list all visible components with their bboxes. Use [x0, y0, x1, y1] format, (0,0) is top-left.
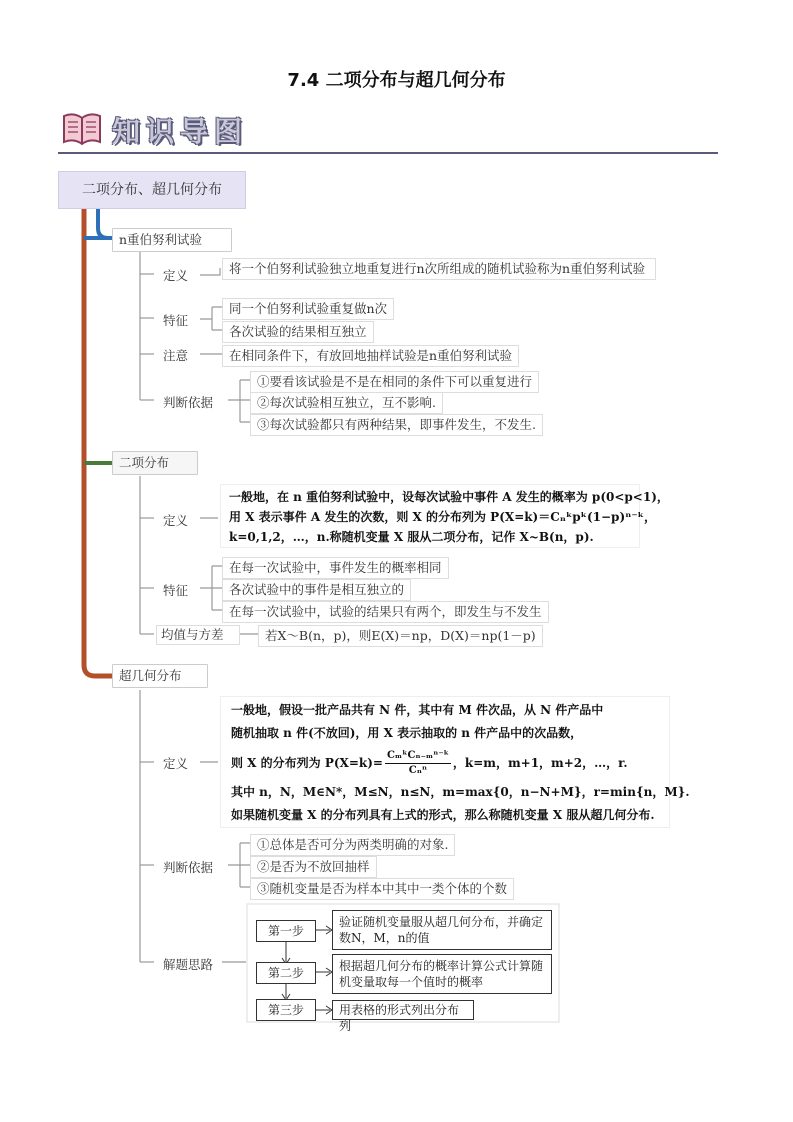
section2-feat-item-1: 在每一次试验中，事件发生的概率相同: [222, 557, 449, 579]
section1-feat-label: 特征: [163, 313, 189, 328]
section3-def-line-4: 如果随机变量 X 的分布列具有上式的形式，那么称随机变量 X 服从超几何分布.: [231, 808, 655, 822]
step-1-desc: 验证随机变量服从超几何分布，并确定数N，M，n的值: [332, 910, 552, 950]
banner-title: 知识导图: [112, 115, 249, 148]
section3-judge-item-2: ②是否为不放回抽样: [250, 856, 377, 878]
section1-judge-item-2: ②每次试验相互独立，互不影响.: [250, 392, 443, 414]
section2-feat-label: 特征: [163, 583, 189, 598]
step-2-desc: 根据超几何分布的概率计算公式计算随机变量取每一个值时的概率: [332, 954, 552, 994]
section3-node: 超几何分布: [112, 664, 208, 688]
section3-def-label: 定义: [163, 756, 189, 771]
section1-def-label: 定义: [163, 268, 189, 283]
section3-formula-suffix: ，k=m，m+1，m+2，…，r.: [452, 755, 628, 770]
section2-def-line-2: 用 X 表示事件 A 发生的次数，则 X 的分布列为 P(X=k)＝Cₙᵏpᵏ(1−p)ⁿ⁻ᵏ，: [229, 510, 656, 524]
step-1-box: 第一步: [256, 920, 316, 942]
section3-formula-fraction: [385, 749, 451, 778]
section3-judge-label: 判断依据: [163, 860, 214, 875]
section3-formula-prefix: 则 X 的分布列为 P(X=k)=: [231, 755, 383, 770]
page-title: 7.4 二项分布与超几何分布: [287, 70, 506, 91]
section1-judge-item-3: ③每次试验都只有两种结果，即事件发生，不发生.: [250, 414, 543, 436]
section3-judge-item-1: ①总体是否可分为两类明确的对象.: [250, 834, 455, 856]
section3-formula-numerator: CₘᵏCₙ₋ₘⁿ⁻ᵏ: [385, 749, 451, 764]
section1-node: n重伯努利试验: [112, 228, 232, 252]
section1-note-label: 注意: [163, 348, 189, 363]
section1-feat-item-1: 同一个伯努利试验重复做n次: [222, 298, 394, 320]
section3-def-line-2: 随机抽取 n 件(不放回)，用 X 表示抽取的 n 件产品中的次品数，: [231, 726, 583, 740]
section2-def-box: [220, 484, 669, 548]
section2-def-label: 定义: [163, 513, 189, 528]
section3-judge-item-3: ③随机变量是否为样本中其中一类个体的个数: [250, 878, 514, 900]
section1-def-text: 将一个伯努利试验独立地重复进行n次所组成的随机试验称为n重伯努利试验: [222, 258, 656, 280]
section2-def-line-3: k=0,1,2，…，n.称随机变量 X 服从二项分布，记作 X~B(n，p).: [229, 530, 594, 544]
section1-judge-label: 判断依据: [163, 395, 214, 410]
section2-mean-label: 均值与方差: [156, 625, 240, 645]
step-2-box: 第二步: [256, 962, 316, 984]
section1-note-text: 在相同条件下，有放回地抽样试验是n重伯努利试验: [222, 345, 519, 367]
section3-solve-label: 解题思路: [163, 957, 214, 972]
section1-judge-item-1: ①要看该试验是不是在相同的条件下可以重复进行: [250, 371, 539, 393]
step-3-box: 第三步: [256, 999, 316, 1021]
step-3-desc: 用表格的形式列出分布列: [332, 1000, 474, 1020]
section1-feat-item-2: 各次试验的结果相互独立: [222, 321, 374, 343]
section2-mean-text: 若X～B(n，p)，则E(X)＝np，D(X)＝np(1－p): [258, 625, 543, 647]
section3-def-line-3: 其中 n，N，M∈N*，M≤N，n≤N，m=max{0，n−N+M}，r=min{n，M}.: [231, 785, 690, 799]
section2-feat-item-3: 在每一次试验中，试验的结果只有两个，即发生与不发生: [222, 601, 549, 623]
section3-def-line-1: 一般地，假设一批产品共有 N 件，其中有 M 件次品，从 N 件产品中: [231, 703, 604, 717]
section3-formula-denominator: Cₙⁿ: [408, 764, 428, 776]
section3-formula: [231, 745, 659, 781]
root-node: 二项分布、超几何分布: [58, 171, 246, 209]
section3-def-box: [220, 696, 690, 828]
section2-feat-item-2: 各次试验中的事件是相互独立的: [222, 579, 411, 601]
banner-divider: [58, 152, 718, 154]
section2-node: 二项分布: [112, 451, 198, 475]
book-icon: [60, 110, 104, 148]
section2-def-line-1: 一般地，在 n 重伯努利试验中，设每次试验中事件 A 发生的概率为 p(0<p<1)，: [229, 490, 669, 504]
